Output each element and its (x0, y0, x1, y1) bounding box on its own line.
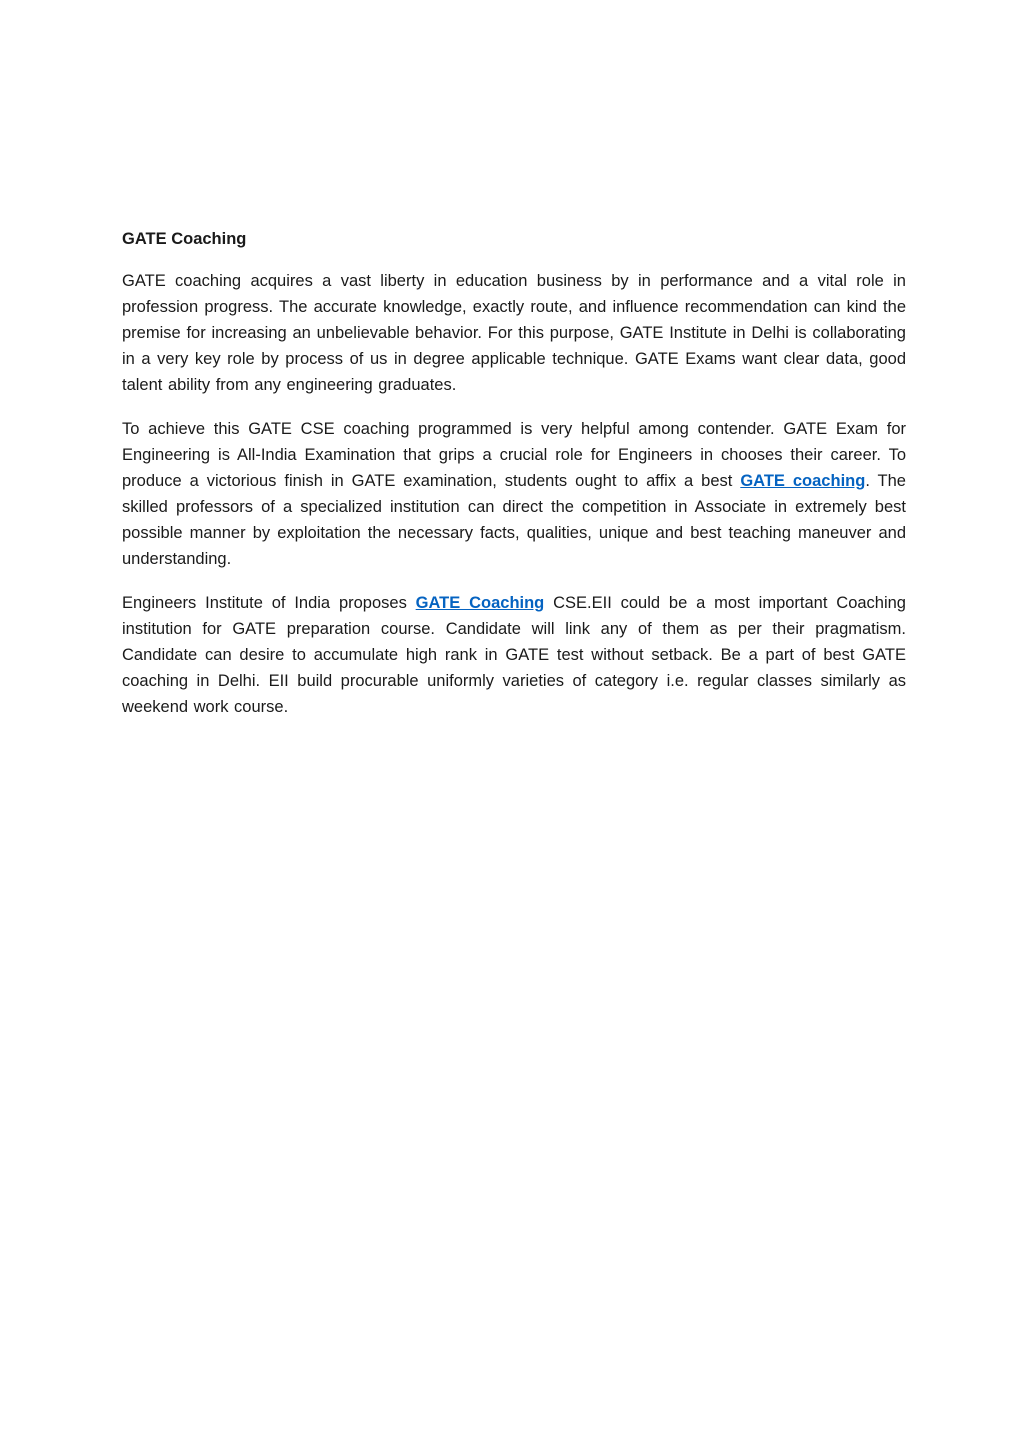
document-title: GATE Coaching (122, 230, 247, 248)
paragraph-gate-cse-text-before-link: To achieve this GATE CSE coaching programmed is very helpful among contender. GATE Exam for Engineering is All-India Examination that grips a crucial role for Engineers in chooses their career. To produce a victorious finish in GATE examination, students ought to affix a best (122, 420, 906, 490)
paragraph-eii-text-after-link: CSE.EII could be a most important Coaching institution for GATE preparation course. Candidate will link any of them as per their pragmatism. Candidate can desire to accumulate high rank in GATE test without setback. Be a part of best GATE coaching in Delhi. EII build procurable uniformly varieties of category i.e. regular classes similarly as weekend work course. (122, 594, 906, 716)
gate-coaching-link-1[interactable]: GATE coaching (740, 472, 866, 490)
paragraph-gate-cse-text-after-link: . The skilled professors of a specialized institution can direct the competition in Associate in extremely best possible manner by exploitation the necessary facts, qualities, unique and best teaching maneuver and understanding. (122, 472, 906, 568)
document-content (122, 226, 906, 738)
paragraph-eii-text-before-link: Engineers Institute of India proposes (122, 594, 416, 612)
paragraph-intro: GATE coaching acquires a vast liberty in education business by in performance and a vital role in profession progress. The accurate knowledge, exactly route, and influence recommendation can kind the premise for increasing an unbelievable behavior. For this purpose, GATE Institute in Delhi is collaborating in a very key role by process of us in degree applicable technique. GATE Exams want clear data, good talent ability from any engineering graduates. (122, 272, 906, 394)
paragraph-gate-cse (122, 416, 906, 572)
paragraph-eii (122, 590, 906, 720)
gate-coaching-link-2[interactable]: GATE Coaching (415, 594, 545, 612)
